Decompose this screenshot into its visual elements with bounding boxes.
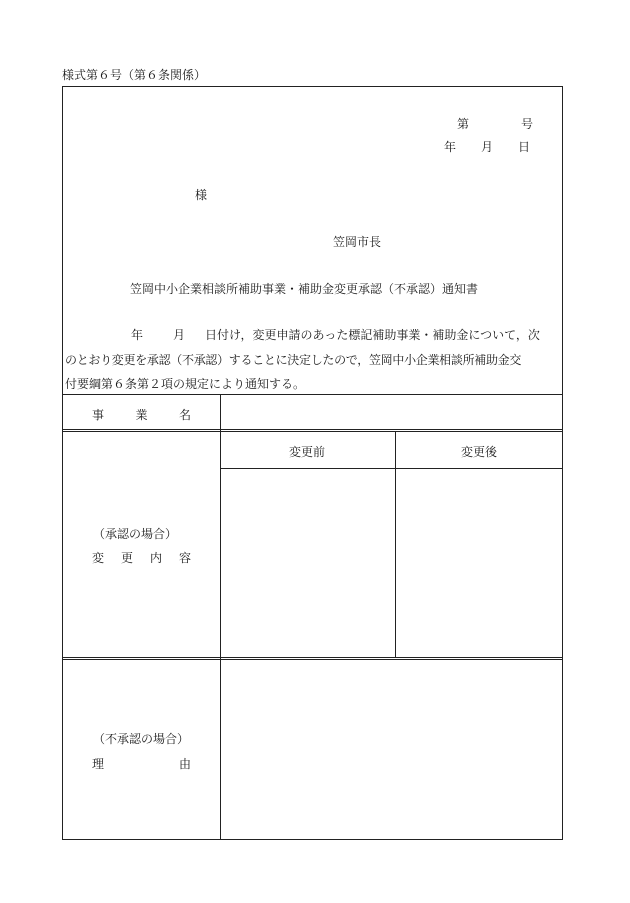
issuer-name: 笠岡市長: [333, 235, 382, 249]
reason-char-1: 理: [92, 757, 105, 771]
body-line-1-rest: 日付け，変更申請のあった標記補助事業・補助金について，次: [205, 328, 540, 342]
disapproval-case-label: （不承認の場合）: [93, 732, 190, 746]
project-name-char-3: 名: [178, 408, 191, 422]
label-column-divider: [220, 394, 221, 840]
body-year: 年: [131, 328, 144, 342]
change-header-bottom-border: [220, 468, 563, 469]
frame-right-border: [562, 86, 563, 840]
change-content-char-2: 更: [120, 551, 133, 565]
frame-left-border: [62, 86, 63, 840]
form-number-label: 様式第６号（第６条関係）: [62, 68, 207, 82]
body-line-2: のとおり変更を承認（不承認）することに決定したので，笠岡中小企業相談所補助金交: [65, 353, 522, 367]
date-year: 年: [444, 140, 457, 154]
change-content-label: [92, 549, 191, 566]
change-row-bottom-border-double: [62, 659, 563, 660]
project-row-bottom-border: [62, 429, 563, 430]
change-content-char-1: 変: [92, 551, 105, 565]
change-row-bottom-border: [62, 657, 563, 658]
date-month: 月: [481, 140, 494, 154]
reason-label: [92, 755, 191, 772]
after-change-header: 変更後: [461, 445, 498, 459]
document-title: 笠岡中小企業相談所補助事業・補助金変更承認（不承認）通知書: [130, 282, 479, 296]
table-top-border: [62, 394, 563, 395]
project-name-char-1: 事: [92, 408, 105, 422]
project-row-bottom-border-double: [62, 431, 563, 432]
project-name-char-2: 業: [135, 408, 148, 422]
addressee-suffix: 様: [195, 188, 208, 202]
approval-case-label: （承認の場合）: [93, 527, 178, 541]
notice-number-go: 号: [521, 117, 534, 131]
before-after-divider: [395, 431, 396, 658]
frame-top-border: [62, 86, 563, 87]
change-content-char-4: 容: [178, 551, 191, 565]
body-month: 月: [173, 328, 186, 342]
frame-bottom-border: [62, 839, 563, 840]
project-name-label: [92, 406, 191, 423]
change-content-char-3: 内: [149, 551, 162, 565]
notice-number-dai: 第: [457, 117, 470, 131]
body-line-3: 付要綱第６条第２項の規定により通知する。: [65, 377, 306, 391]
date-day: 日: [518, 140, 531, 154]
before-change-header: 変更前: [289, 445, 326, 459]
reason-char-2: 由: [178, 757, 191, 771]
